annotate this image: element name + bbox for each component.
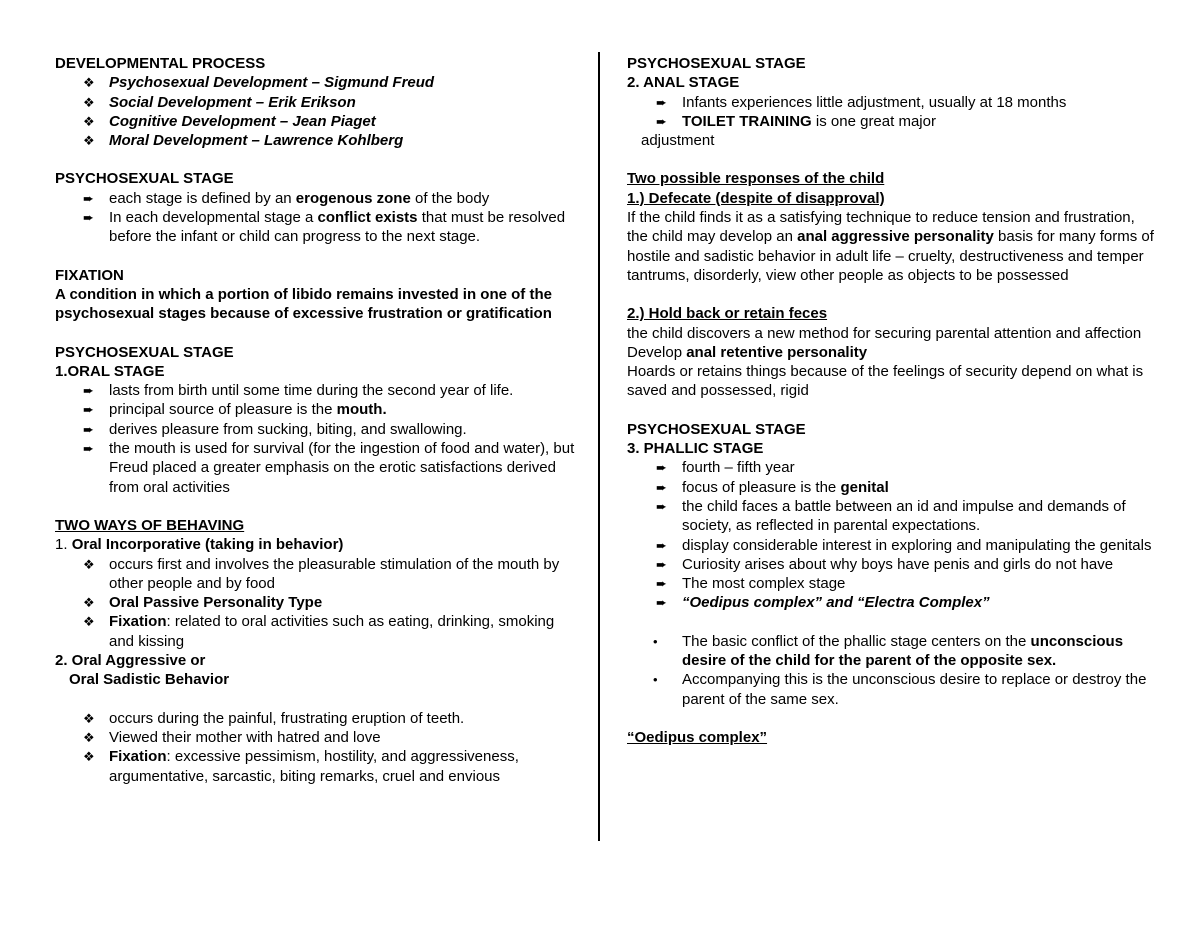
diamond-bullet-icon: ❖ bbox=[83, 595, 95, 611]
right-column bbox=[627, 54, 1157, 747]
diamond-bullet-icon: ❖ bbox=[83, 133, 95, 149]
oral-aggressive-list bbox=[55, 709, 575, 786]
arrow-bullet-icon: ➨ bbox=[656, 576, 667, 592]
arrow-bullet-icon: ➨ bbox=[656, 498, 667, 514]
anal-stage-heading: 2. ANAL STAGE bbox=[627, 74, 740, 92]
diamond-bullet-icon: ❖ bbox=[83, 94, 95, 110]
phallic-conflict-list bbox=[627, 632, 1157, 709]
list-item: ❖ Psychosexual Development – Sigmund Freud bbox=[83, 74, 435, 92]
list-item: ➨ the mouth is used for survival (for the ingestion of food and water), but Freud placed a greater emphasis on the erotic satisfactions derived from oral activities bbox=[83, 440, 575, 496]
diamond-bullet-icon: ❖ bbox=[83, 729, 95, 745]
list-item: ➨ fourth – fifth year bbox=[656, 459, 795, 477]
list-item: ❖ Oral Passive Personality Type bbox=[83, 594, 323, 612]
anal-stage-list bbox=[627, 93, 1157, 132]
diamond-bullet-icon: ❖ bbox=[83, 749, 95, 765]
list-item: ❖ Social Development – Erik Erikson bbox=[83, 93, 356, 111]
fixation-definition: A condition in which a portion of libido remains invested in one of the psychosexual stages because of excessive frustration or gratification bbox=[55, 285, 552, 323]
phallic-stage-heading: 3. PHALLIC STAGE bbox=[627, 440, 764, 458]
arrow-bullet-icon: ➨ bbox=[656, 460, 667, 476]
psychosexual-stage-heading: PSYCHOSEXUAL STAGE bbox=[55, 170, 234, 188]
oedipus-heading: “Oedipus complex” bbox=[627, 728, 768, 746]
psychosexual-list bbox=[55, 189, 575, 247]
diamond-bullet-icon: ❖ bbox=[83, 113, 95, 129]
phallic-stage-list bbox=[627, 458, 1157, 612]
list-item: ➨ display considerable interest in exploring and manipulating the genitals bbox=[656, 536, 1152, 554]
list-item: ❖ Fixation: excessive pessimism, hostility, and aggressiveness, argumentative, sarcastic, biting remarks, cruel and envious bbox=[83, 748, 519, 785]
arrow-bullet-icon: ➨ bbox=[83, 190, 94, 206]
two-ways-heading: TWO WAYS OF BEHAVING bbox=[55, 516, 245, 534]
oral-aggressive-heading: 2. Oral Aggressive or bbox=[55, 652, 206, 670]
list-item: ➨ Curiosity arises about why boys have penis and girls do not have bbox=[656, 555, 1114, 573]
arrow-bullet-icon: ➨ bbox=[83, 421, 94, 437]
diamond-bullet-icon: ❖ bbox=[83, 710, 95, 726]
fixation-heading: FIXATION bbox=[55, 266, 124, 284]
anal-continuation: adjustment bbox=[641, 132, 715, 150]
list-item: ❖ Viewed their mother with hatred and love bbox=[83, 728, 381, 746]
arrow-bullet-icon: ➨ bbox=[656, 556, 667, 572]
phallic-psychosexual-heading: PSYCHOSEXUAL STAGE bbox=[627, 420, 806, 438]
list-item: ➨ In each developmental stage a conflict exists that must be resolved before the infant or child can progress to the next stage. bbox=[83, 209, 566, 246]
oral-sadistic-heading: Oral Sadistic Behavior bbox=[69, 671, 230, 689]
retentive-line: Develop anal retentive personality bbox=[627, 343, 868, 361]
arrow-bullet-icon: ➨ bbox=[656, 94, 667, 110]
dot-bullet-icon: • bbox=[653, 633, 658, 649]
list-item: • Accompanying this is the unconscious desire to replace or destroy the parent of the same sex. bbox=[653, 671, 1147, 708]
oral-stage-heading: 1.ORAL STAGE bbox=[55, 362, 165, 380]
list-item: ➨ principal source of pleasure is the mouth. bbox=[83, 401, 387, 419]
list-item: ❖ occurs during the painful, frustrating eruption of teeth. bbox=[83, 709, 465, 727]
list-item: ➨ focus of pleasure is the genital bbox=[656, 478, 889, 496]
list-item: ➨ TOILET TRAINING is one great major bbox=[656, 112, 936, 130]
retain-text: the child discovers a new method for securing parental attention and affection bbox=[627, 324, 1142, 342]
arrow-bullet-icon: ➨ bbox=[83, 383, 94, 399]
oral-stage-list bbox=[55, 381, 575, 497]
defecate-text: If the child finds it as a satisfying technique to reduce tension and frustration, the child may develop an anal aggressive personality basis for many forms of hostile and sadistic behavior in adult life – cruelty, destructiveness and temper tantrums, disorderly, view other people as objects to be possessed bbox=[627, 209, 1154, 284]
left-column bbox=[55, 54, 575, 786]
list-item: ❖ Moral Development – Lawrence Kohlberg bbox=[83, 132, 404, 150]
list-item: ➨ the child faces a battle between an id and impulse and demands of society, as reflected in parental expectations. bbox=[656, 497, 1126, 535]
oral-incorporative-heading: 1. Oral Incorporative (taking in behavior) bbox=[55, 536, 344, 554]
list-item: ➨ “Oedipus complex” and “Electra Complex” bbox=[656, 594, 990, 612]
arrow-bullet-icon: ➨ bbox=[83, 210, 94, 226]
list-item: ❖ Fixation: related to oral activities such as eating, drinking, smoking and kissing bbox=[83, 613, 555, 650]
oral-incorporative-list bbox=[55, 555, 575, 651]
diamond-bullet-icon: ❖ bbox=[83, 556, 95, 572]
arrow-bullet-icon: ➨ bbox=[656, 113, 667, 129]
defecate-heading: 1.) Defecate (despite of disapproval) bbox=[627, 189, 885, 207]
diamond-bullet-icon: ❖ bbox=[83, 614, 95, 630]
list-item: • The basic conflict of the phallic stage centers on the unconscious desire of the child for the parent of the opposite sex. bbox=[653, 632, 1124, 670]
arrow-bullet-icon: ➨ bbox=[656, 595, 667, 611]
list-item: ❖ Cognitive Development – Jean Piaget bbox=[83, 112, 376, 130]
anal-psychosexual-heading: PSYCHOSEXUAL STAGE bbox=[627, 55, 806, 72]
column-divider bbox=[598, 52, 600, 841]
arrow-bullet-icon: ➨ bbox=[83, 441, 94, 457]
developmental-list bbox=[55, 73, 575, 150]
oral-psychosexual-heading: PSYCHOSEXUAL STAGE bbox=[55, 343, 234, 361]
list-item: ➨ The most complex stage bbox=[656, 575, 846, 593]
list-item: ❖ occurs first and involves the pleasurable stimulation of the mouth by other people and by food bbox=[83, 555, 560, 592]
list-item: ➨ derives pleasure from sucking, biting, and swallowing. bbox=[83, 420, 467, 438]
list-item: ➨ lasts from birth until some time during the second year of life. bbox=[83, 382, 514, 400]
diamond-bullet-icon: ❖ bbox=[83, 75, 95, 91]
arrow-bullet-icon: ➨ bbox=[656, 479, 667, 495]
list-item: ➨ each stage is defined by an erogenous zone of the body bbox=[83, 189, 490, 207]
list-item: ➨ Infants experiences little adjustment, usually at 18 months bbox=[656, 93, 1067, 111]
arrow-bullet-icon: ➨ bbox=[656, 537, 667, 553]
arrow-bullet-icon: ➨ bbox=[83, 402, 94, 418]
hoards-text: Hoards or retains things because of the feelings of security depend on what is saved and possessed, rigid bbox=[627, 363, 1144, 400]
retain-heading: 2.) Hold back or retain feces bbox=[627, 305, 828, 323]
responses-heading: Two possible responses of the child bbox=[627, 170, 885, 188]
developmental-process-heading: DEVELOPMENTAL PROCESS bbox=[55, 55, 266, 72]
dot-bullet-icon: • bbox=[653, 672, 658, 688]
